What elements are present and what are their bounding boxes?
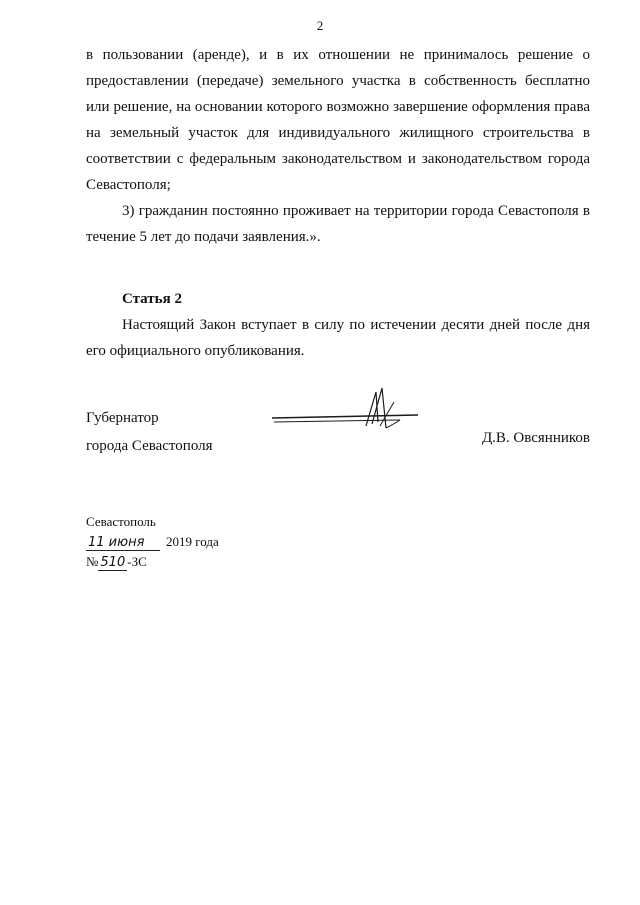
article-title: Статья 2 — [122, 291, 182, 307]
paragraph-item-3: 3) гражданин постоянно проживает на территории города Севастополя в течение 5 лет до подачи заявления.». — [86, 203, 590, 245]
date-line — [86, 532, 219, 552]
signatory-title-line-1: Губернатор — [86, 410, 159, 426]
page-number: 2 — [316, 18, 324, 33]
number-suffix: -ЗС — [127, 554, 147, 569]
handwritten-number: 510 — [100, 555, 126, 570]
paragraph-continuation: в пользовании (аренде), и в их отношении не принималось решение о предоставлении (передаче) земельного участка в собственность бесплатно или решение, на основании которого возможно завершение оформления права на земельный участок для индивидуального жилищного строительства в соответствии с федеральным законодательством и законодательством города Севастополя; — [86, 47, 590, 193]
article-text: Настоящий Закон вступает в силу по истечении десяти дней после дня его официального опубликования. — [86, 317, 590, 359]
year-label: 2019 года — [166, 534, 219, 549]
signatory-title-line-2: города Севастополя — [86, 438, 213, 454]
number-sign: № — [86, 554, 99, 569]
handwritten-date: 11 июня — [86, 535, 160, 551]
handwritten-signature — [268, 382, 428, 438]
signatory-title — [86, 404, 213, 460]
signatory-name: Д.В. Овсянников — [481, 430, 590, 446]
place-date-block — [86, 512, 219, 572]
city-label: Севастополь — [86, 514, 156, 529]
law-number-line — [86, 552, 219, 572]
document-body — [86, 42, 590, 364]
